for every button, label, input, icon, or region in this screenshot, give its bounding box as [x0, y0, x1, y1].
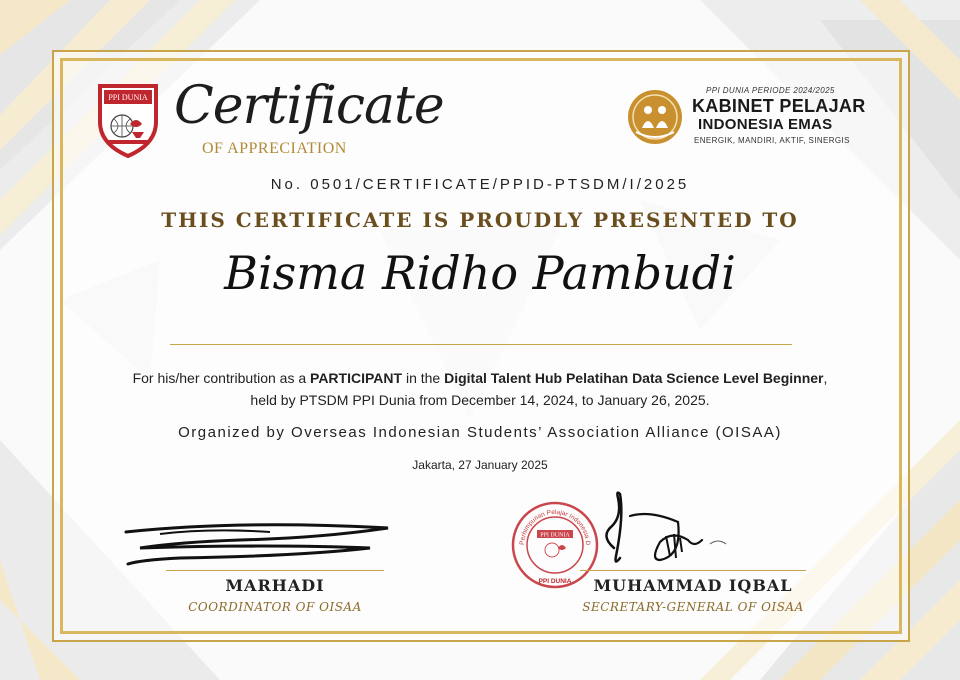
signature-iqbal-icon	[590, 486, 740, 576]
contribution-text	[80, 367, 880, 411]
participant-role: PARTICIPANT	[310, 370, 403, 386]
kabinet-emblem-icon	[626, 88, 684, 146]
stamp-inner-text: PPI DUNIA	[540, 532, 570, 539]
title-subtitle: OF APPRECIATION	[202, 140, 347, 157]
stamp-ring-text: Perhimpunan Pelajar Indonesia D	[518, 508, 592, 546]
kabinet-logo	[620, 86, 870, 152]
signatory-role-right: SECRETARY-GENERAL OF OISAA	[582, 600, 804, 614]
signatory-role-left: COORDINATOR OF OISAA	[188, 600, 362, 614]
contribution-prefix: For his/her contribution as a	[132, 370, 311, 386]
signature-line-right	[580, 570, 806, 571]
kabinet-tagline: ENERGIK, MANDIRI, AKTIF, SINERGIS	[694, 136, 850, 145]
signatory-name-left: MARHADI	[225, 576, 325, 595]
kabinet-name-line1: KABINET PELAJAR	[692, 96, 866, 116]
contribution-mid: in the	[402, 370, 445, 386]
signatory-name-right: MUHAMMAD IQBAL	[593, 576, 793, 595]
contribution-line-1	[80, 367, 880, 389]
certificate-number: No. 0501/CERTIFICATE/PPID-PTSDM/I/2025	[270, 176, 690, 193]
organizer-text: Organized by Overseas Indonesian Students’ Association Alliance (OISAA)	[178, 424, 782, 441]
contribution-line-2: held by PTSDM PPI Dunia from December 14, 2024, to January 26, 2025.	[250, 392, 710, 408]
stamp-bottom-text: PPI DUNIA	[538, 578, 572, 585]
svg-text:Perhimpunan Pelajar Indonesia	[510, 500, 591, 546]
program-name: Digital Talent Hub Pelatihan Data Science Level Beginner	[444, 370, 824, 386]
logo-text: PPI DUNIA	[108, 93, 148, 102]
signature-line-left	[166, 570, 384, 571]
ppi-dunia-shield-icon	[96, 82, 160, 158]
name-underline	[170, 344, 792, 345]
title-script: Certificate	[174, 76, 444, 136]
certificate-title	[174, 76, 444, 166]
signature-marhadi-icon	[120, 518, 390, 578]
kabinet-name-line2: INDONESIA EMAS	[698, 116, 833, 133]
contribution-end: ,	[823, 370, 828, 386]
presented-heading: THIS CERTIFICATE IS PROUDLY PRESENTED TO	[161, 208, 799, 232]
recipient-name: Bisma Ridho Pambudi	[224, 246, 736, 300]
kabinet-period: PPI DUNIA PERIODE 2024/2025	[706, 86, 835, 95]
place-date: Jakarta, 27 January 2025	[412, 458, 548, 472]
